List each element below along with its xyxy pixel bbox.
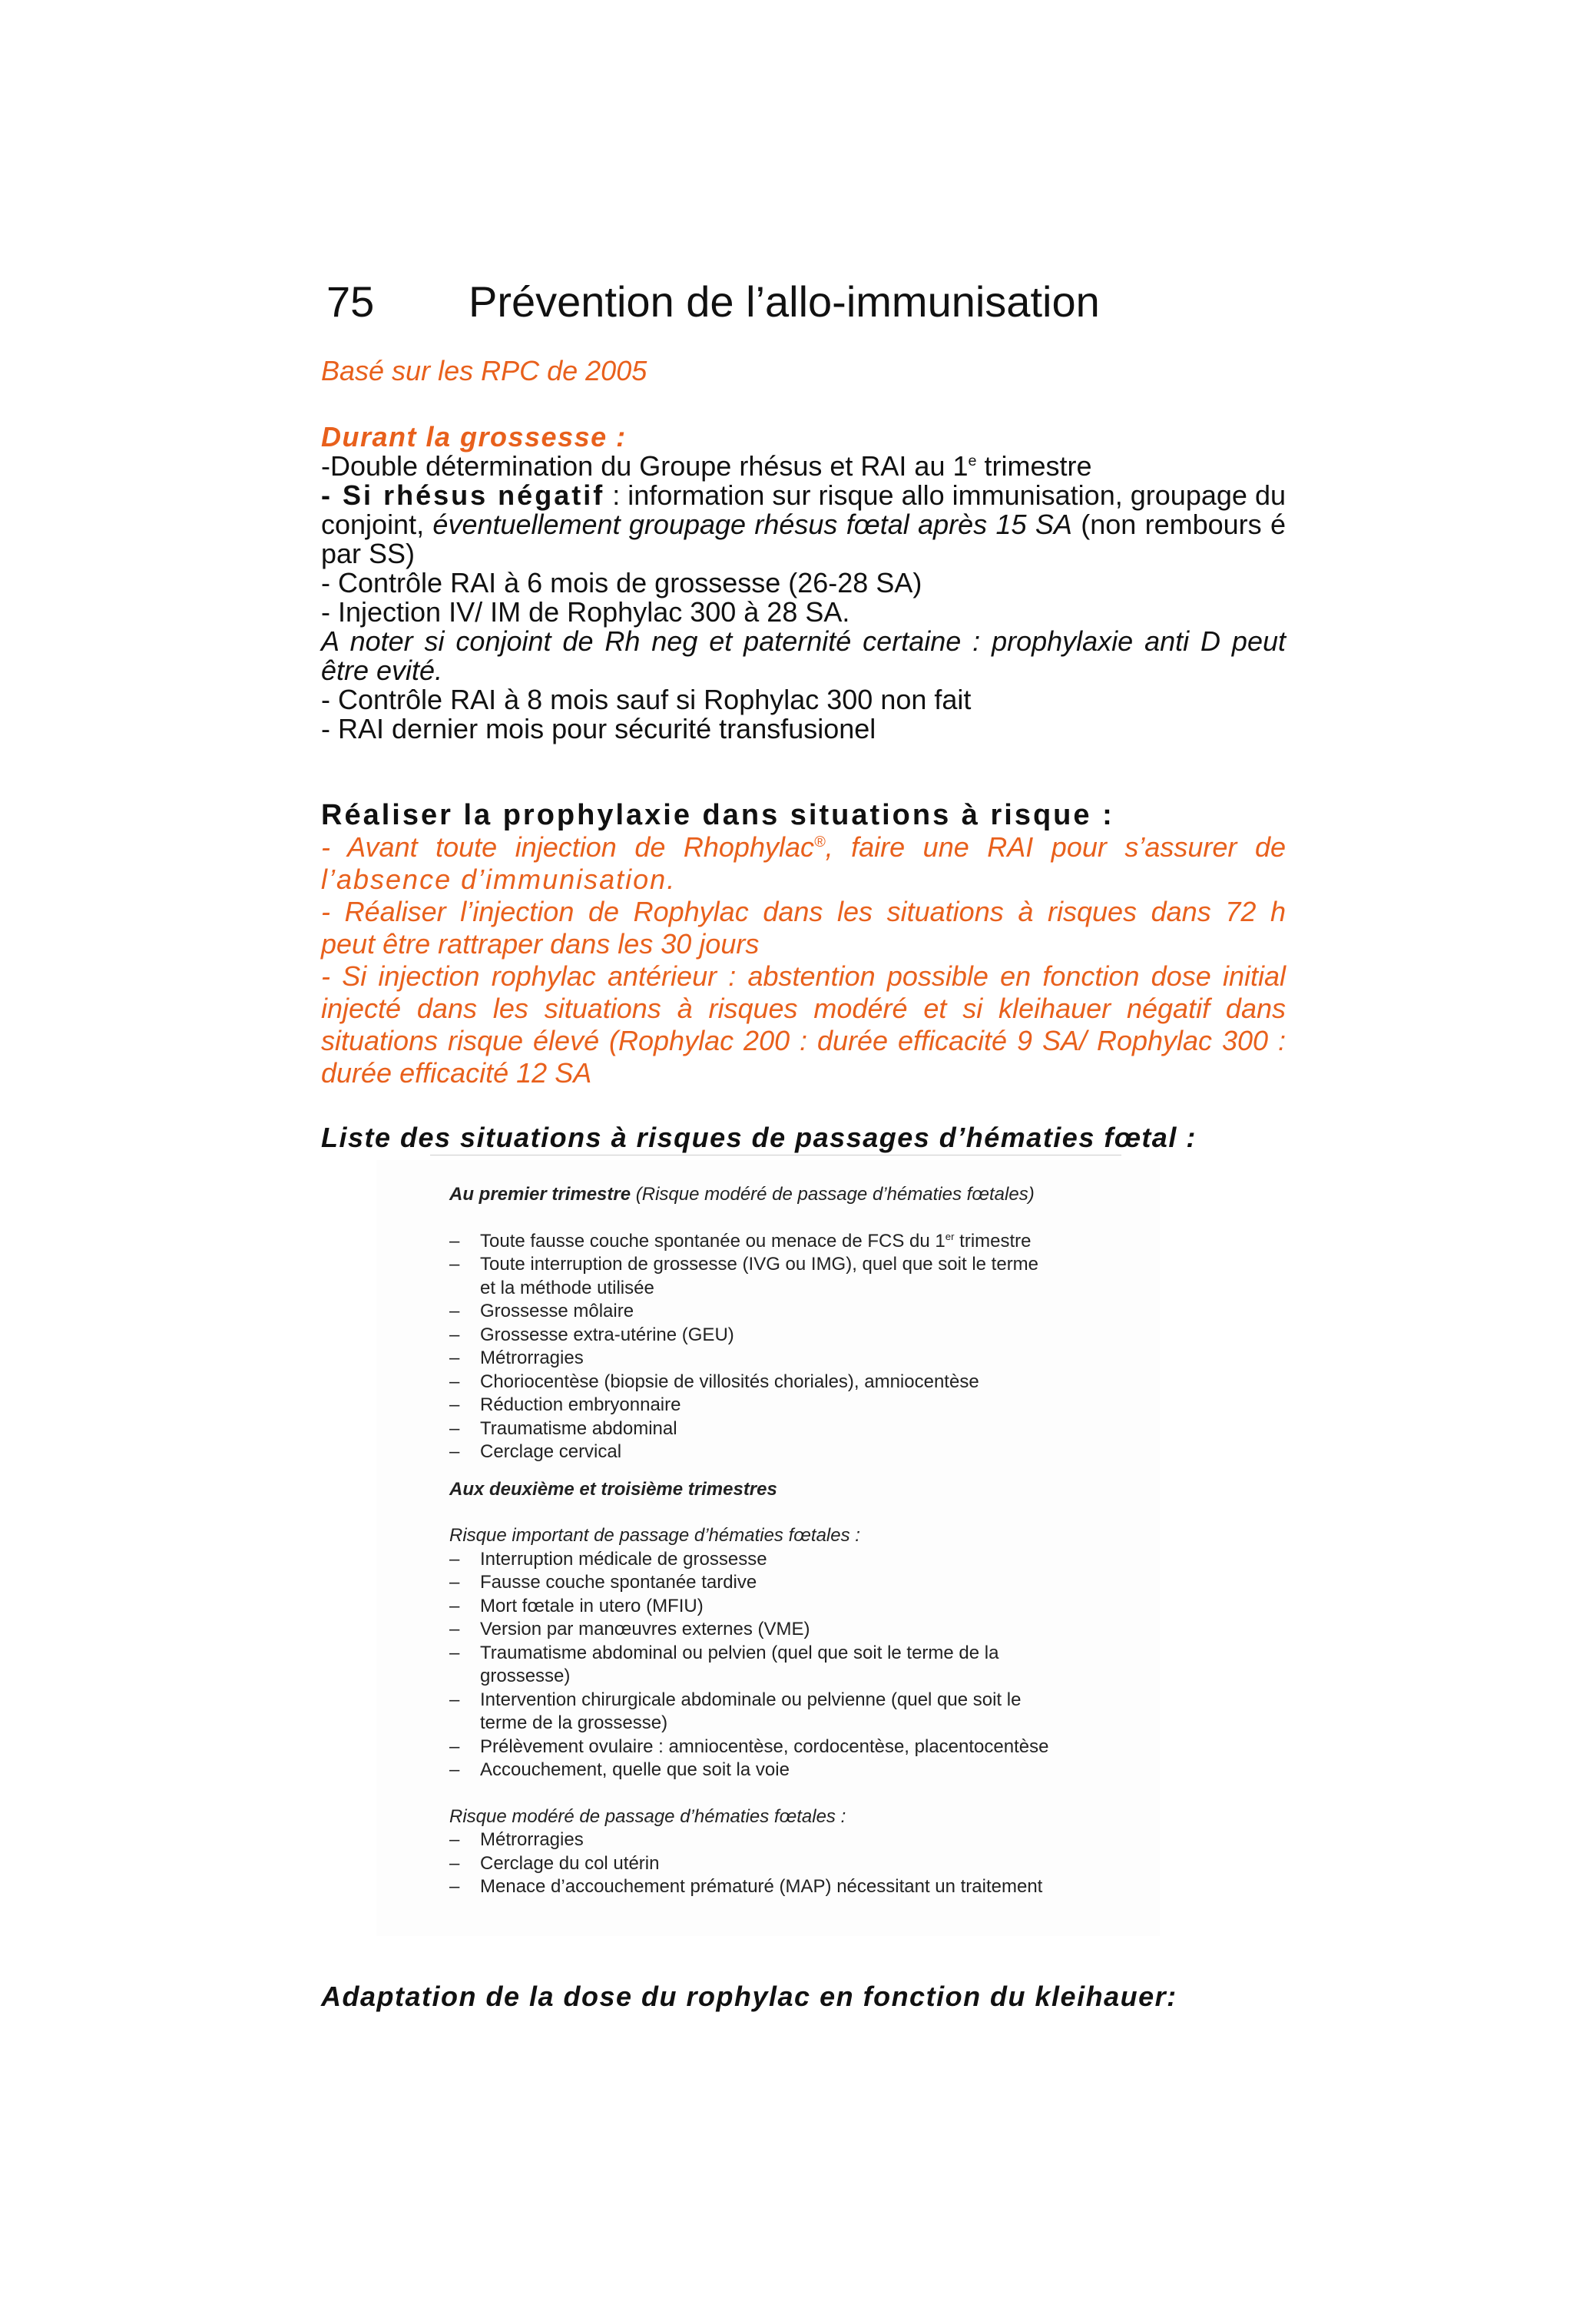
- prophylaxis-line: peut être rattraper dans les 30 jours: [321, 928, 760, 960]
- prophylaxis-line: durée efficacité 12 SA: [321, 1057, 592, 1089]
- page-title: Prévention de l’allo-immunisation: [469, 277, 1100, 326]
- list-item: – Toute fausse couche spontanée ou menace de FCS du 1er trimestre: [449, 1230, 1141, 1254]
- pregnancy-line: - Injection IV/ IM de Rophylac 300 à 28 SA.: [321, 596, 850, 628]
- subtitle: Basé sur les RPC de 2005: [321, 355, 647, 386]
- page-number: 75: [326, 277, 375, 326]
- pregnancy-line: - RAI dernier mois pour sécurité transfusionel: [321, 713, 876, 744]
- list-item: – Prélèvement ovulaire : amniocentèse, cordocentèse, placentocentèse: [449, 1736, 1141, 1759]
- pregnancy-line: conjoint, éventuellement groupage rhésus fœtal après 15 SA (non rembours é: [321, 509, 1286, 540]
- high-risk-title: Risque important de passage d’hématies fœtales :: [449, 1525, 860, 1546]
- pregnancy-heading: Durant la grossesse :: [321, 421, 627, 453]
- list-item: – Choriocentèse (biopsie de villosités choriales), amniocentèse: [449, 1371, 1141, 1394]
- list-item: – Cerclage du col utérin: [449, 1852, 1141, 1876]
- prophylaxis-line: injecté dans les situations à risques modéré et si kleihauer négatif dans: [321, 993, 1286, 1024]
- dose-heading-wrap: [321, 1982, 1286, 2011]
- prophylaxis-line: - Si injection rophylac antérieur : abstention possible en fonction dose initial: [321, 960, 1286, 992]
- prophylaxis-line: situations risque élevé (Rophylac 200 : durée efficacité 9 SA/ Rophylac 300 :: [321, 1025, 1286, 1056]
- prophylaxis-heading: Réaliser la prophylaxie dans situations à risque :: [321, 799, 1114, 831]
- list-item: – Métrorragies: [449, 1828, 1141, 1852]
- scanned-risk-list: [376, 1160, 1160, 1936]
- list-heading-wrap: [321, 1123, 1286, 1152]
- second-third-trimester-title: Aux deuxième et troisième trimestres: [449, 1478, 777, 1500]
- pregnancy-line: par SS): [321, 538, 416, 569]
- pregnancy-line: - Contrôle RAI à 6 mois de grossesse (26-28 SA): [321, 567, 922, 598]
- list-item: – Grossesse môlaire: [449, 1300, 1141, 1324]
- list-item: – Accouchement, quelle que soit la voie: [449, 1759, 1141, 1782]
- pregnancy-line: - Contrôle RAI à 8 mois sauf si Rophylac 300 non fait: [321, 684, 972, 715]
- pregnancy-line: -Double détermination du Groupe rhésus et RAI au 1e trimestre: [321, 450, 1092, 482]
- list-item-continuation: terme de la grossesse): [480, 1712, 668, 1733]
- prophylaxis-line: - Réaliser l’injection de Rophylac dans les situations à risques dans 72 h: [321, 896, 1286, 927]
- pregnancy-note: A noter si conjoint de Rh neg et paternité certaine : prophylaxie anti D peut: [321, 625, 1286, 657]
- moderate-risk-title: Risque modéré de passage d’hématies fœtales :: [449, 1805, 846, 1827]
- pregnancy-line: - Si rhésus négatif : information sur risque allo immunisation, groupage du: [321, 479, 1286, 511]
- list-item: – Mort fœtale in utero (MFIU): [449, 1595, 1141, 1619]
- list-item: – Toute interruption de grossesse (IVG ou IMG), quel que soit le terme: [449, 1253, 1141, 1277]
- list-item: – Interruption médicale de grossesse: [449, 1548, 1141, 1572]
- first-trimester-title: Au premier trimestre (Risque modéré de passage d’hématies fœtales): [449, 1184, 1035, 1205]
- list-item: – Grossesse extra-utérine (GEU): [449, 1324, 1141, 1348]
- list-item: – Menace d’accouchement prématuré (MAP) nécessitant un traitement: [449, 1875, 1141, 1899]
- prophylaxis-line: l’absence d’immunisation.: [321, 864, 677, 895]
- list-item: – Réduction embryonnaire: [449, 1394, 1141, 1417]
- pregnancy-note: être evité.: [321, 655, 443, 686]
- dose-heading: Adaptation de la dose du rophylac en fonction du kleihauer:: [321, 1981, 1177, 2012]
- list-item: – Fausse couche spontanée tardive: [449, 1571, 1141, 1595]
- list-item: – Métrorragies: [449, 1347, 1141, 1371]
- list-item: – Traumatisme abdominal: [449, 1417, 1141, 1441]
- prophylaxis-section: [321, 799, 1286, 1089]
- list-item-continuation: grossesse): [480, 1666, 571, 1686]
- list-heading: Liste des situations à risques de passages d’hématies fœtal :: [321, 1122, 1197, 1153]
- list-item: – Cerclage cervical: [449, 1440, 1141, 1464]
- list-item: – Intervention chirurgicale abdominale ou pelvienne (quel que soit le: [449, 1689, 1141, 1712]
- list-item: – Traumatisme abdominal ou pelvien (quel que soit le terme de la: [449, 1642, 1141, 1666]
- prophylaxis-line: - Avant toute injection de Rhophylac®, faire une RAI pour s’assurer de: [321, 831, 1286, 863]
- list-item: – Version par manœuvres externes (VME): [449, 1618, 1141, 1642]
- pregnancy-section: [321, 423, 1286, 744]
- list-item-continuation: et la méthode utilisée: [480, 1277, 654, 1298]
